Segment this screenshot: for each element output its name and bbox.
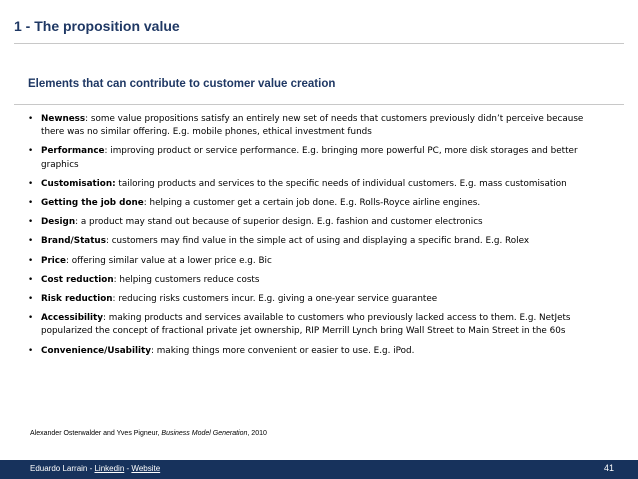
bullet-term: Performance bbox=[41, 146, 105, 157]
bullet-text: helping customers reduce costs bbox=[119, 274, 260, 285]
bullet-text: a product may stand out because of superior design. E.g. fashion and customer electronics bbox=[80, 217, 483, 228]
bullet-separator: : bbox=[143, 198, 150, 209]
footer-bar bbox=[0, 460, 638, 479]
bullet-separator: : bbox=[65, 255, 72, 266]
bullet-text: improving product or service performance. E.g. bringing more powerful PC, more disk storages and better graphics bbox=[41, 146, 578, 170]
list-item bbox=[28, 274, 603, 287]
bullet-separator: : bbox=[85, 114, 91, 124]
title-divider bbox=[14, 43, 624, 44]
bullet-text: reducing risks customers incur. E.g. giving a one-year service guarantee bbox=[118, 294, 438, 305]
citation-authors: Alexander Osterwalder and Yves Pigneur, bbox=[30, 430, 162, 437]
bullet-term: Price bbox=[41, 255, 66, 266]
footer-separator: - bbox=[124, 464, 132, 473]
bullet-term: Design bbox=[41, 217, 76, 228]
bullet-separator: : bbox=[150, 345, 157, 356]
list-item bbox=[28, 216, 603, 229]
list-item bbox=[28, 255, 603, 268]
list-item bbox=[28, 178, 603, 191]
bullet-text: making products and services available to customers who previously lacked access to them. E.g. NetJets popularized the concept of fractional private jet ownership, RIP Merrill Lynch bring Wall Street to Main Street in the 60s bbox=[41, 313, 571, 337]
bullet-separator: : bbox=[104, 146, 111, 157]
bullet-text: some value propositions satisfy an entirely new set of needs that customers previously didn’t perceive because there was no similar offering. E.g. mobile phones, ethical investment funds bbox=[41, 114, 584, 138]
subtitle-divider bbox=[14, 104, 624, 105]
bullet-term: Risk reduction bbox=[41, 294, 113, 305]
bullet-text: helping a customer get a certain job done. E.g. Rolls-Royce airline engines. bbox=[149, 198, 481, 209]
bullet-separator: : bbox=[112, 294, 119, 305]
list-item bbox=[28, 345, 603, 358]
bullet-term: Accessibility bbox=[41, 313, 103, 324]
bullet-term: Customisation: bbox=[41, 178, 116, 189]
bullet-text: tailoring products and services to the specific needs of individual customers. E.g. mass customisation bbox=[118, 178, 567, 189]
website-link[interactable]: Website bbox=[131, 464, 161, 473]
bullet-term: Convenience/Usability bbox=[41, 345, 151, 356]
bullet-separator: : bbox=[105, 236, 112, 247]
value-elements-list bbox=[28, 113, 603, 364]
bullet-text: customers may find value in the simple act of using and displaying a specific brand. E.g. Rolex bbox=[111, 236, 530, 247]
bullet-separator: : bbox=[102, 313, 109, 324]
list-item bbox=[28, 235, 603, 248]
bullet-text: offering similar value at a lower price e.g. Bic bbox=[71, 255, 272, 266]
list-item bbox=[28, 293, 603, 306]
bullet-term: Brand/Status bbox=[41, 236, 106, 247]
citation-year: , 2010 bbox=[247, 430, 267, 437]
bullet-term: Cost reduction bbox=[41, 274, 114, 285]
bullet-term: Newness bbox=[41, 114, 86, 124]
slide-title: 1 - The proposition value bbox=[14, 18, 180, 34]
list-item bbox=[28, 312, 603, 338]
page-number: 41 bbox=[603, 463, 614, 473]
footer-author: Eduardo Larrain bbox=[30, 464, 88, 473]
list-item bbox=[28, 145, 603, 171]
list-item bbox=[28, 113, 603, 139]
citation-book-title: Business Model Generation bbox=[161, 430, 248, 437]
bullet-separator: : bbox=[113, 274, 120, 285]
list-item bbox=[28, 197, 603, 210]
bullet-term: Getting the job done bbox=[41, 198, 144, 209]
source-citation bbox=[30, 430, 267, 437]
footer-separator: - bbox=[87, 464, 95, 473]
linkedin-link[interactable]: Linkedin bbox=[94, 464, 125, 473]
bullet-text: making things more convenient or easier to use. E.g. iPod. bbox=[156, 345, 415, 356]
section-subtitle: Elements that can contribute to customer value creation bbox=[28, 78, 336, 90]
footer-credits bbox=[30, 464, 160, 473]
bullet-separator: : bbox=[75, 217, 81, 228]
